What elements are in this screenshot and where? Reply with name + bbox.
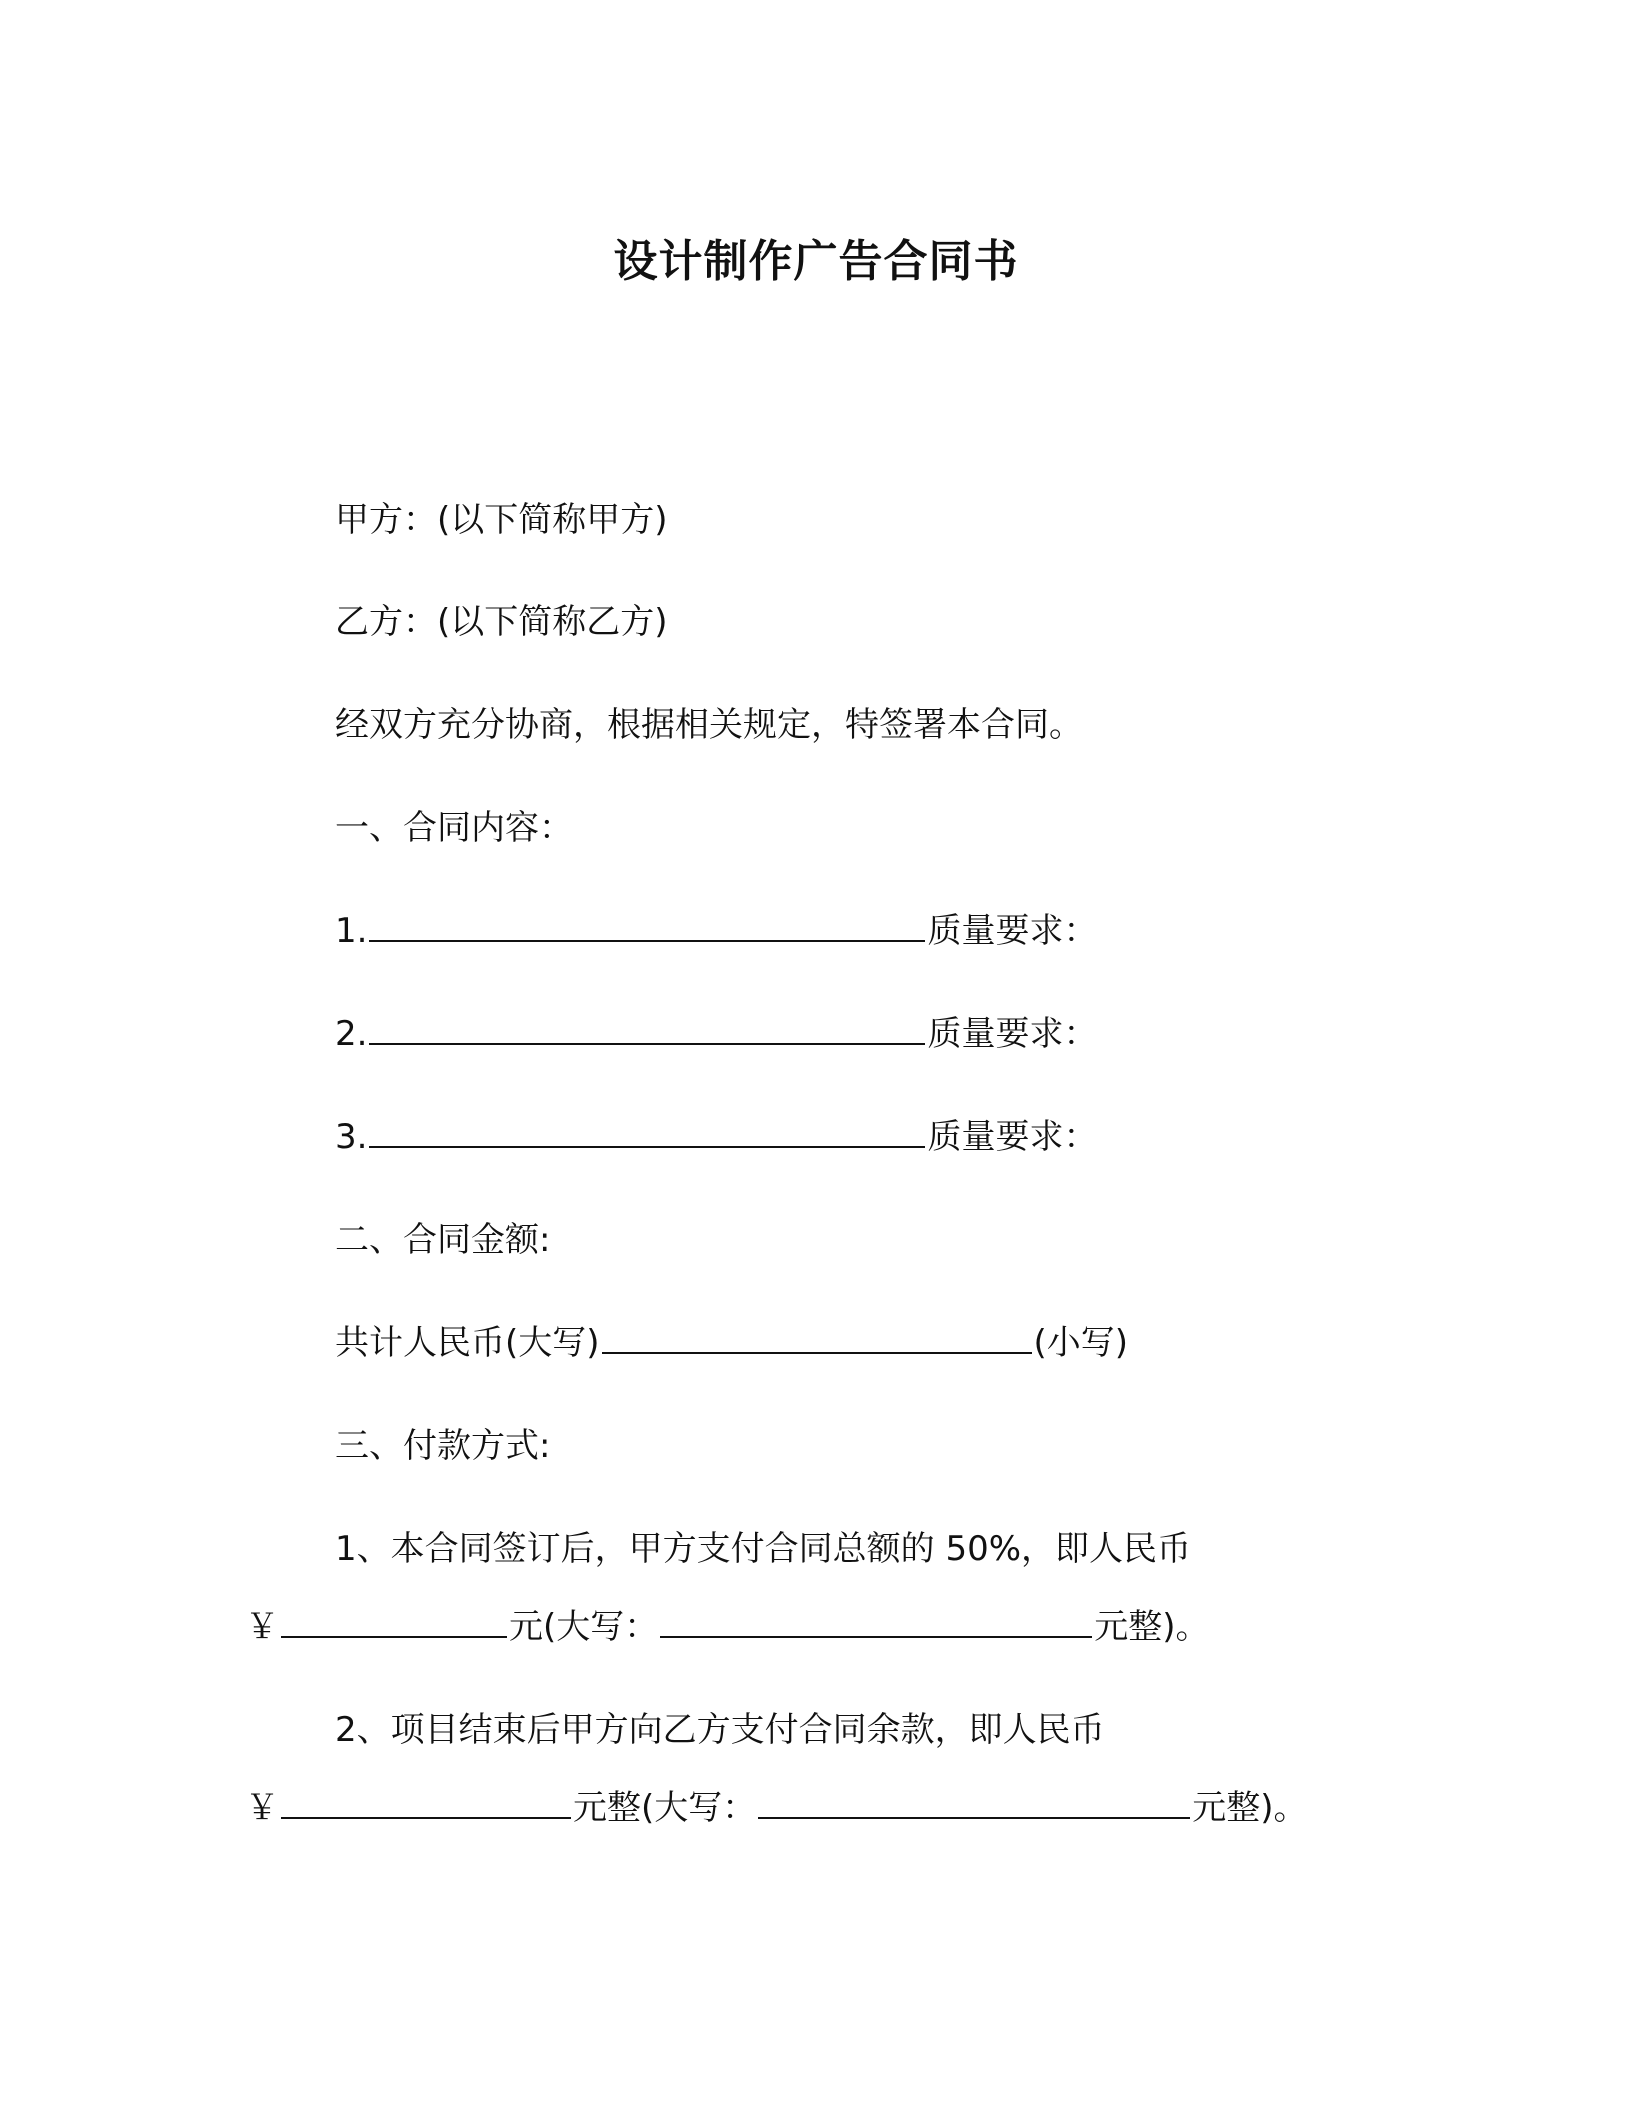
- fill-blank: [758, 1816, 1190, 1819]
- total-suffix: (小写): [1033, 1323, 1129, 1363]
- fill-blank: [281, 1635, 507, 1638]
- document-title: 设计制作广告合同书: [613, 236, 1019, 287]
- yen-symbol: ￥: [245, 1788, 279, 1828]
- fill-blank: [369, 939, 925, 942]
- payment-1-mid: 元(大写：: [509, 1607, 659, 1647]
- total-prefix: 共计人民币(大写): [335, 1323, 600, 1363]
- fill-blank: [369, 1145, 925, 1148]
- section3-heading: 三、付款方式:: [335, 1426, 551, 1466]
- preamble-text: 经双方充分协商，根据相关规定，特签署本合同。: [335, 705, 1083, 745]
- section2-heading: 二、合同金额:: [335, 1220, 551, 1260]
- item-number: 1.: [335, 911, 368, 951]
- item-suffix: 质量要求：: [927, 911, 1098, 951]
- party-a-line: 甲方：(以下简称甲方): [335, 500, 668, 540]
- yen-symbol: ￥: [245, 1607, 279, 1647]
- content-item-3: [335, 1117, 1097, 1157]
- fill-blank: [369, 1042, 925, 1045]
- item-suffix: 质量要求：: [927, 1014, 1098, 1054]
- payment-1-line2: [245, 1607, 1210, 1647]
- payment-2-line2: [245, 1788, 1308, 1828]
- party-b-line: 乙方：(以下简称乙方): [335, 602, 668, 642]
- item-number: 3.: [335, 1117, 368, 1157]
- fill-blank: [660, 1635, 1092, 1638]
- payment-2-line1: 2、项目结束后甲方向乙方支付合同余款，即人民币: [335, 1710, 1105, 1750]
- payment-2-end: 元整)。: [1192, 1788, 1308, 1828]
- payment-1-line1: 1、本合同签订后，甲方支付合同总额的 50%，即人民币: [335, 1529, 1192, 1569]
- item-suffix: 质量要求：: [927, 1117, 1098, 1157]
- payment-1-end: 元整)。: [1094, 1607, 1210, 1647]
- item-number: 2.: [335, 1014, 368, 1054]
- content-item-1: [335, 911, 1097, 951]
- fill-blank: [602, 1351, 1032, 1354]
- fill-blank: [281, 1816, 571, 1819]
- total-amount-line: [335, 1323, 1128, 1363]
- payment-2-mid: 元整(大写：: [573, 1788, 757, 1828]
- section1-heading: 一、合同内容：: [335, 808, 573, 848]
- content-item-2: [335, 1014, 1097, 1054]
